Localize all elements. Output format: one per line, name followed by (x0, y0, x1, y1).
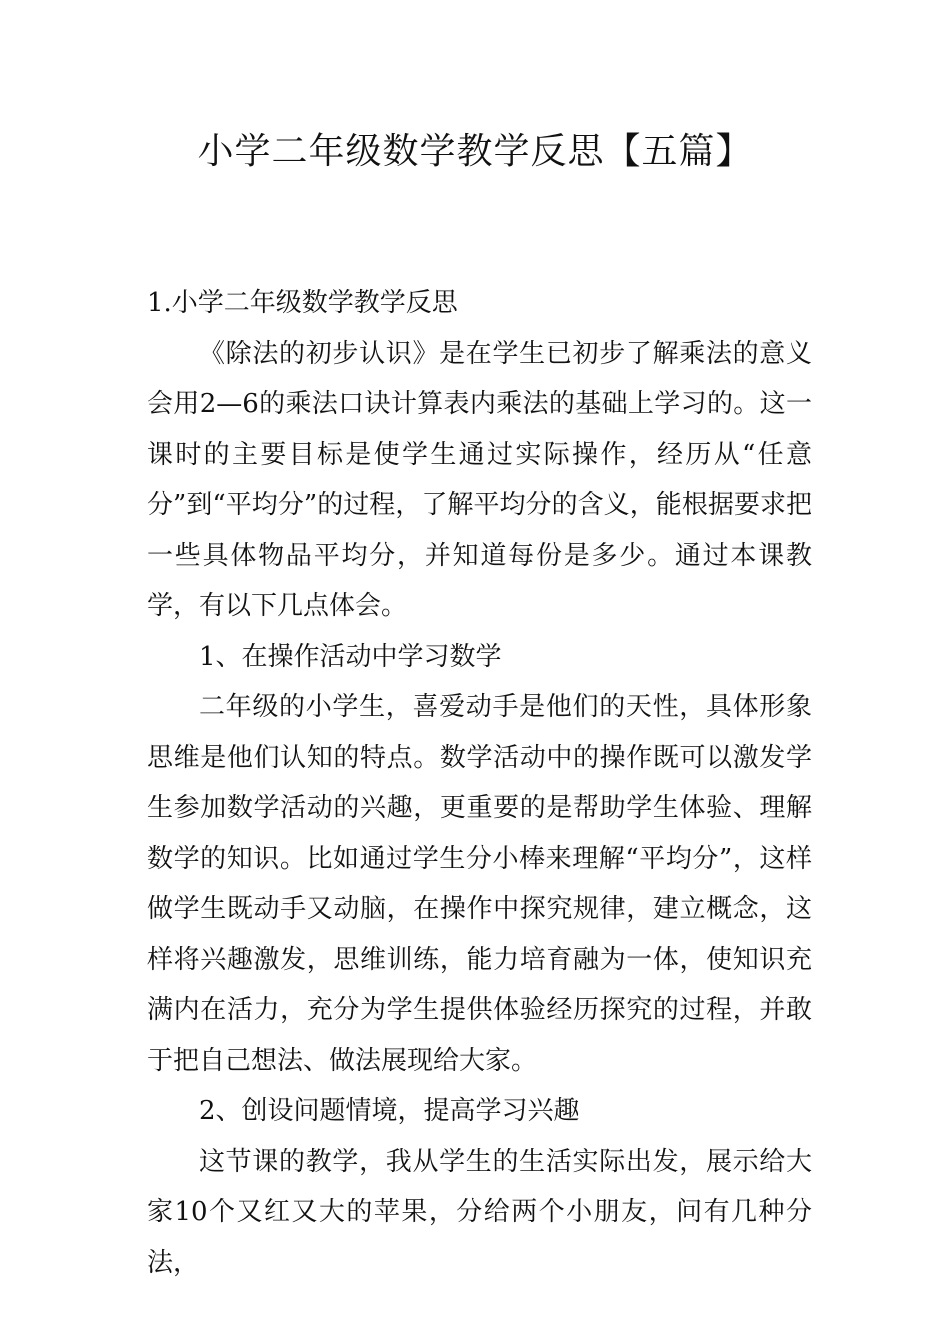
paragraph-situation: 这节课的教学，我从学生的生活实际出发，展示给大家10个又红又大的苹果，分给两个小朋友，问有几种分法， (147, 1146, 812, 1278)
section-heading: 1.小学二年级数学教学反思 (147, 288, 458, 318)
subheading-1: 1、在操作活动中学习数学 (199, 641, 502, 672)
subheading-2: 2、创设问题情境，提高学习兴趣 (199, 1096, 580, 1126)
document-title: 小学二年级数学教学反思【五篇】 (197, 131, 753, 172)
document-body (147, 278, 812, 1288)
paragraph-intro: 《除法的初步认识》是在学生已初步了解乘法的意义会用2—6的乘法口诀计算表内乘法的基础上学习的。这一课时的主要目标是使学生通过实际操作，经历从“任意分”到“平均分”的过程，了解平均分的含义，能根据要求把一些具体物品平均分，并知道每份是多少。通过本课教学，有以下几点体会。 (147, 338, 812, 621)
paragraph-operation: 二年级的小学生，喜爱动手是他们的天性，具体形象思维是他们认知的特点。数学活动中的操作既可以激发学生参加数学活动的兴趣，更重要的是帮助学生体验、理解数学的知识。比如通过学生分小棒来理解“平均分”，这样做学生既动手又动脑，在操作中探究规律，建立概念，这样将兴趣激发，思维训练，能力培育融为一体，使知识充满内在活力，充分为学生提供体验经历探究的过程，并敢于把自己想法、做法展现给大家。 (147, 692, 812, 1076)
